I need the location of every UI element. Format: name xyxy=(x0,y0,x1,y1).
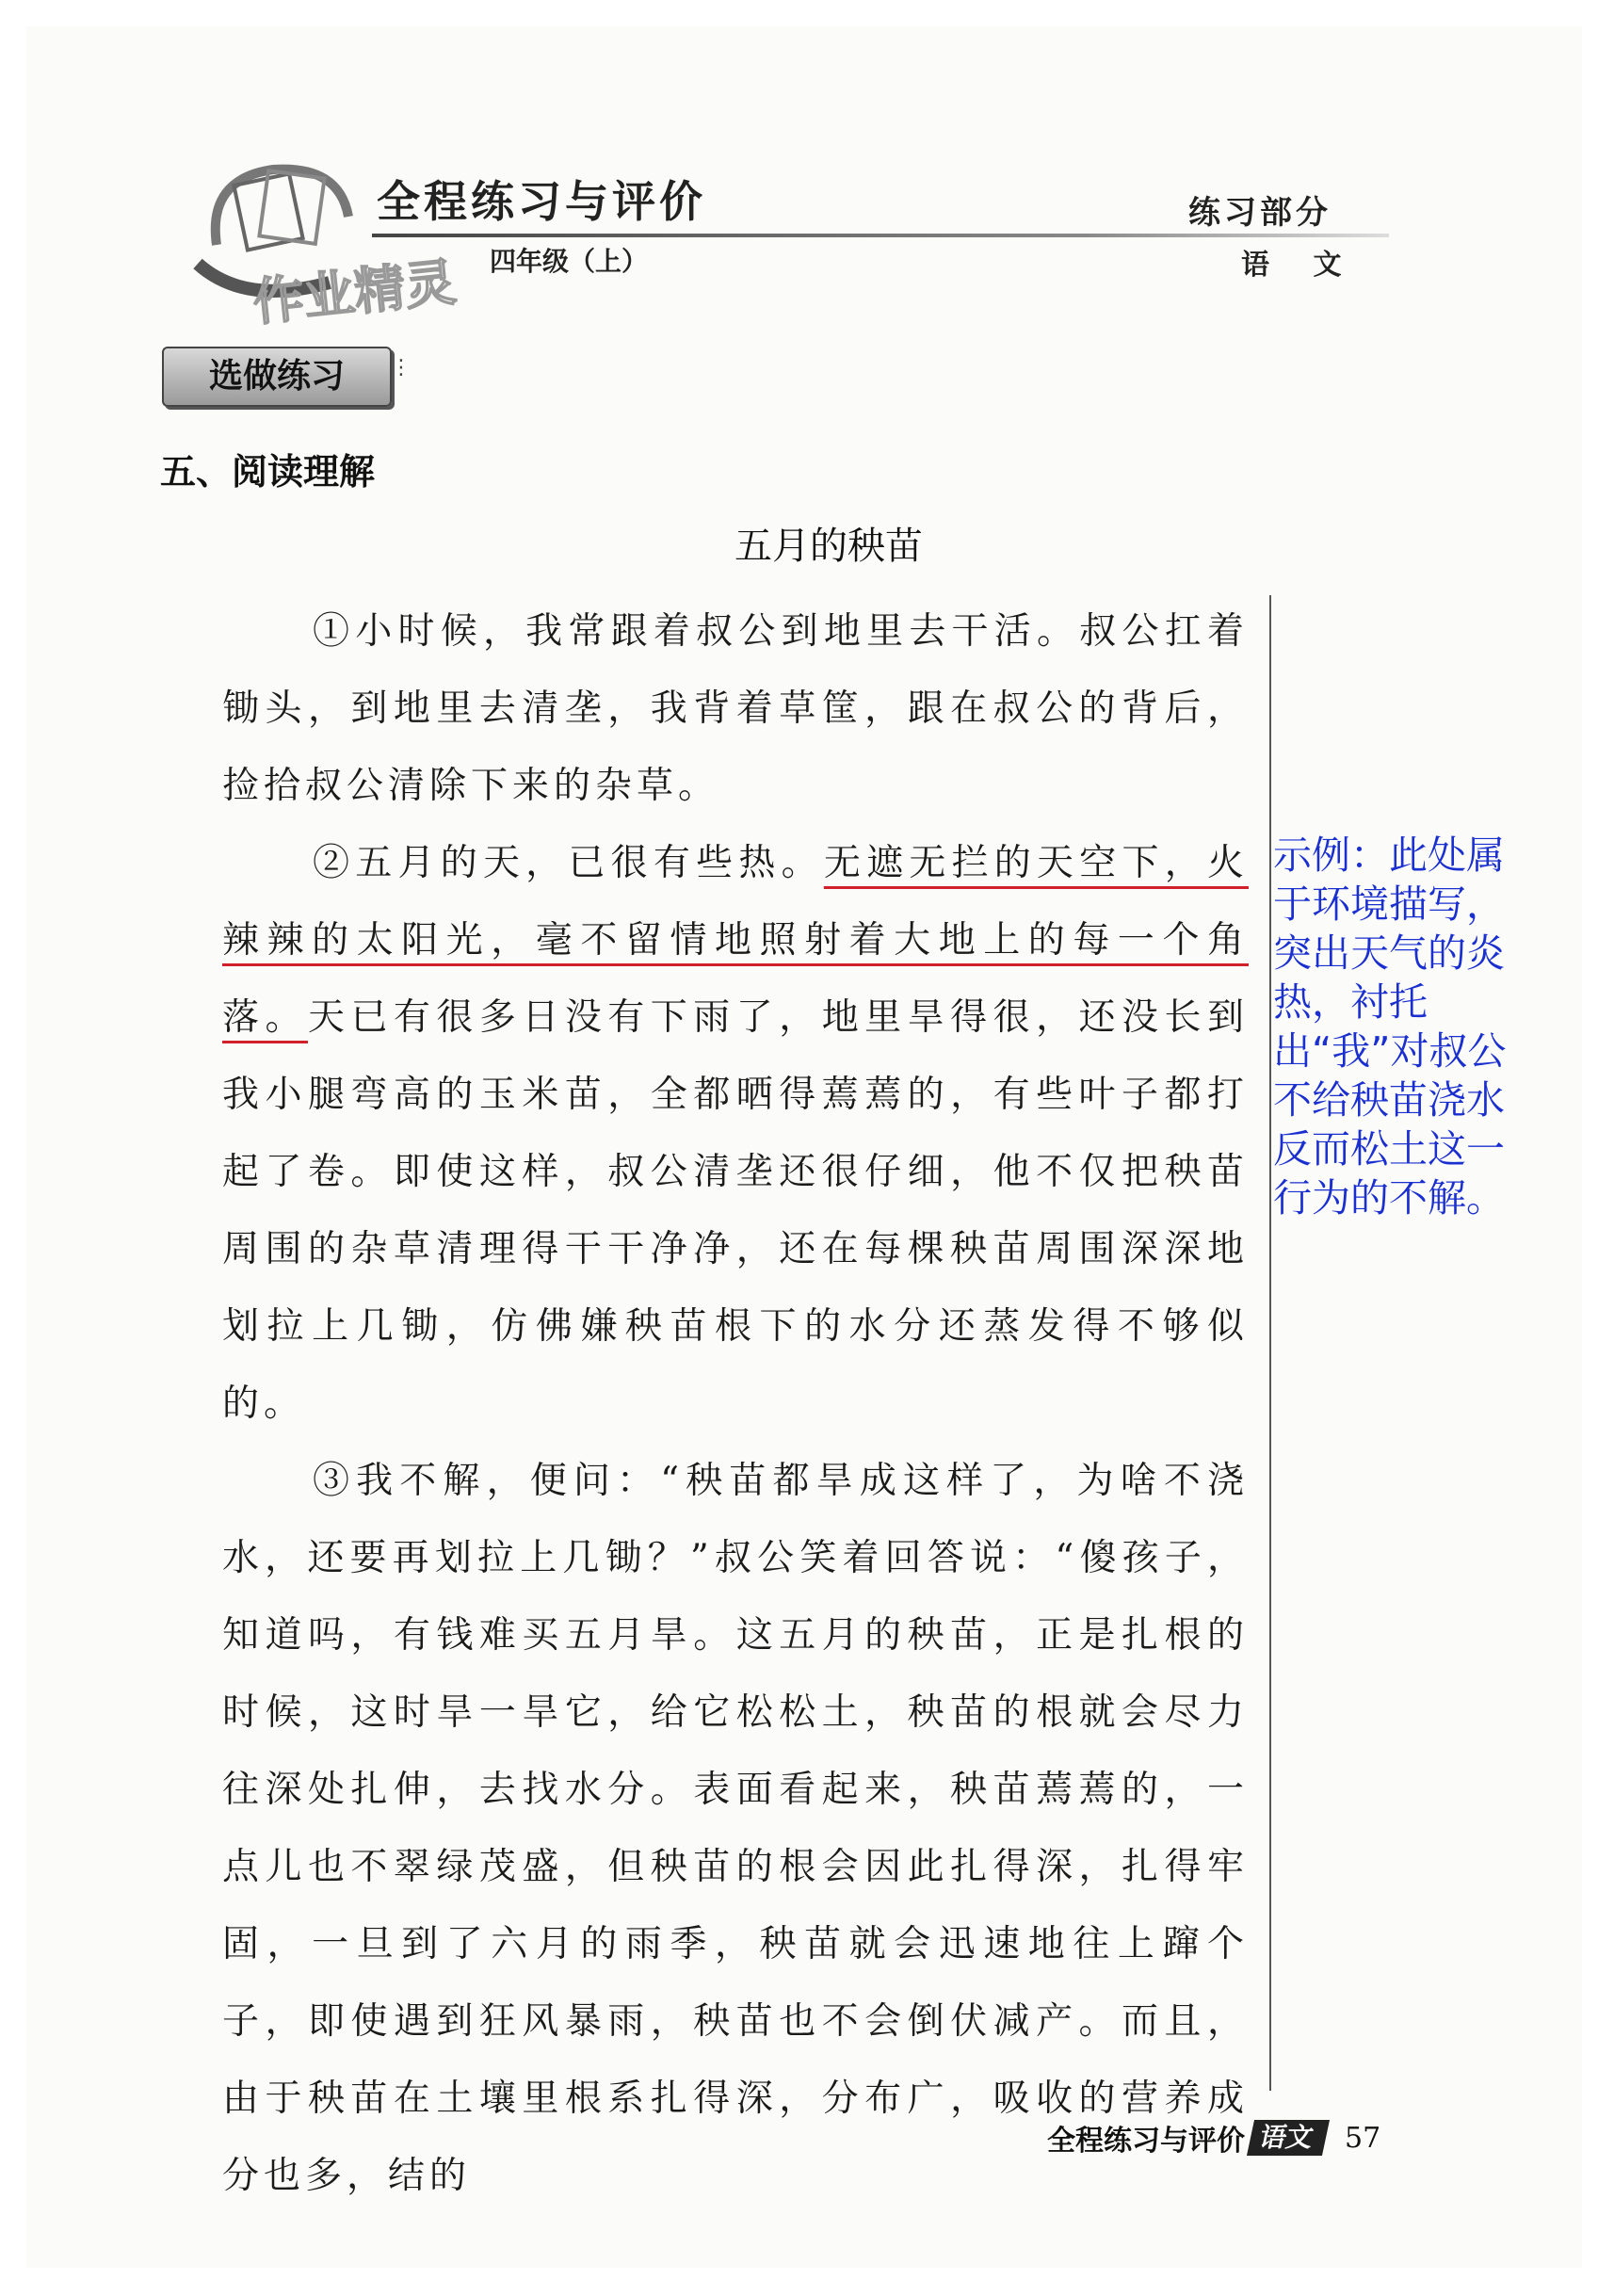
header-section: 练习部分 xyxy=(1188,194,1332,232)
header-subject: 语 文 xyxy=(1241,249,1359,282)
story-title: 五月的秧苗 xyxy=(734,525,923,568)
margin-divider xyxy=(1269,595,1271,2091)
footer-subject-badge: 语文 xyxy=(1247,2120,1330,2156)
story-body xyxy=(222,593,1249,2215)
header-title: 全程练习与评价 xyxy=(377,176,706,227)
watermark: 作业精灵 xyxy=(250,251,460,333)
paragraph-2-start: ②五月的天，已很有些热。 xyxy=(313,842,824,884)
paragraph-2-end: 天已有很多日没有下雨了，地里旱得很，还没长到我小腿弯高的玉米苗，全都晒得蔫蔫的，有些叶子都打起了卷。即使这样，叔公清垄还很仔细，他不仅把秧苗周围的杂草清理得干干净净，还在每棵秧苗周围深深地划拉上几锄，仿佛嫌秧苗根下的水分还蒸发得不够似的。 xyxy=(222,996,1249,1425)
paragraph-1: ①小时候，我常跟着叔公到地里去干活。叔公扛着锄头，到地里去清垄，我背着草筐，跟在叔公的背后，捡拾叔公清除下来的杂草。 xyxy=(222,610,1249,807)
section-tag: 选做练习 xyxy=(162,347,392,407)
margin-annotation: 示例：此处属于环境描写，突出天气的炎热，衬托出“我”对叔公不给秧苗浇水反而松土这一行为的不解。 xyxy=(1273,833,1507,1221)
tag-decoration-icon: ⋮ xyxy=(391,356,412,380)
underlined-sentence: 无遮无拦的天空下，火辣辣的太阳光，毫不留情地照射着大地上的每一个角落。 xyxy=(222,842,1249,1039)
page-number: 57 xyxy=(1345,2121,1381,2155)
paragraph-3: ③我不解，便问：“秧苗都旱成这样了，为啥不浇水，还要再划拉上几锄？”叔公笑着回答说：“傻孩子，知道吗，有钱难买五月旱。这五月的秧苗，正是扎根的时候，这时旱一旱它，给它松松土，秧苗的根就会尽力往深处扎伸，去找水分。表面看起来，秧苗蔫蔫的，一点儿也不翠绿茂盛，但秧苗的根会因此扎得深，扎得牢固，一旦到了六月的雨季，秧苗就会迅速地往上蹿个子，即使遇到狂风暴雨，秧苗也不会倒伏减产。而且，由于秧苗在土壤里根系扎得深，分布广，吸收的营养成分也多，结的 xyxy=(222,1460,1249,2197)
header-rule xyxy=(372,234,1389,237)
section-heading: 五、阅读理解 xyxy=(160,451,376,493)
footer-title: 全程练习与评价 xyxy=(1047,2125,1245,2158)
header-grade: 四年级（上） xyxy=(490,246,649,277)
footer xyxy=(1047,2117,1380,2159)
paragraph-2 xyxy=(222,825,1249,1443)
